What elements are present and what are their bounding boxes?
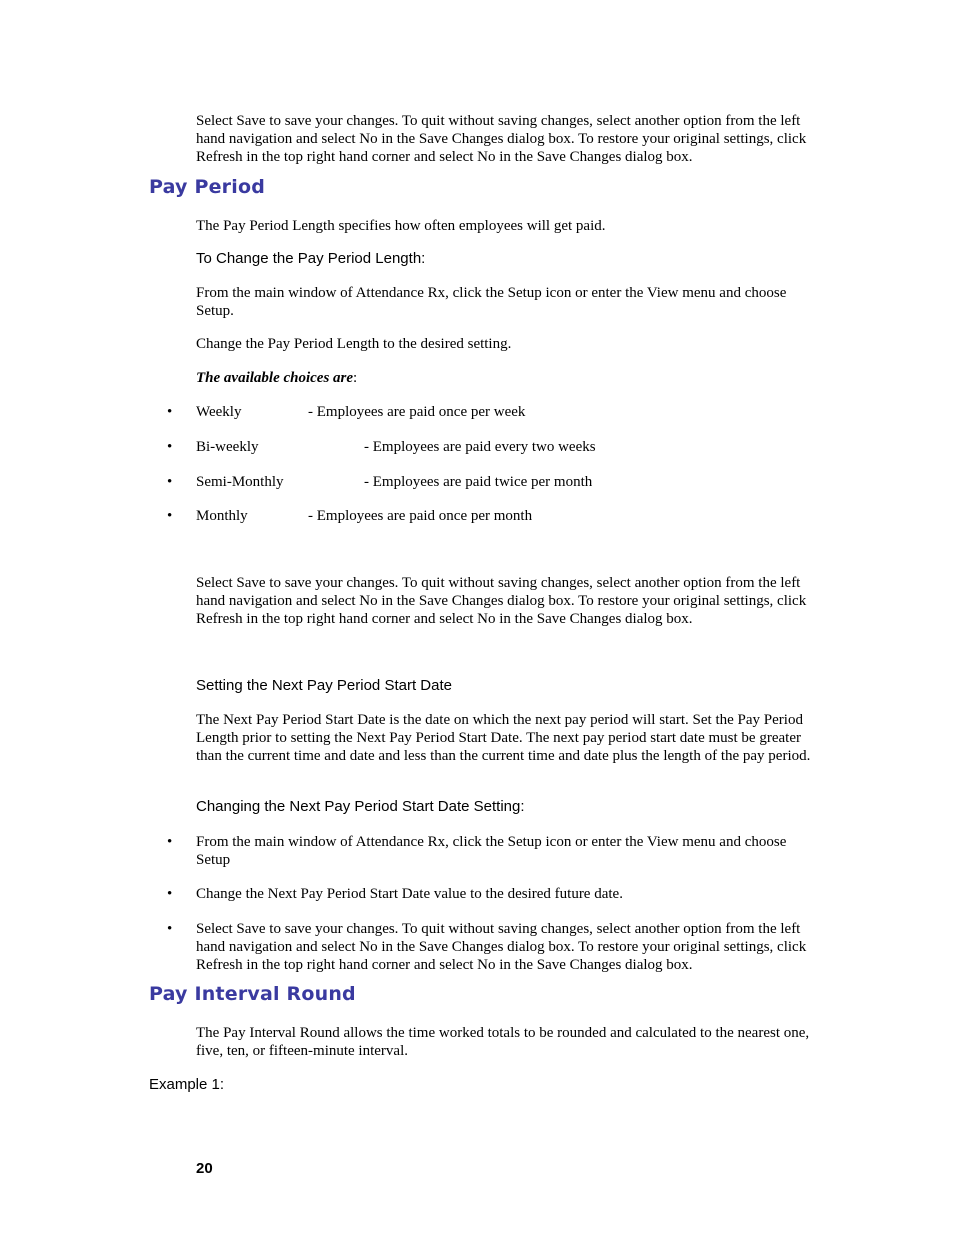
choice-name-bi-weekly: Bi-weekly bbox=[196, 439, 259, 455]
choices-label bbox=[196, 369, 821, 387]
pay-period-heading: Pay Period bbox=[149, 176, 265, 198]
bullet-icon: • bbox=[167, 439, 173, 455]
choice-name-monthly: Monthly bbox=[196, 508, 248, 524]
start-date-step-1: From the main window of Attendance Rx, click the Setup icon or enter the View menu and choose Setup bbox=[196, 834, 787, 868]
choice-name-weekly: Weekly bbox=[196, 404, 242, 420]
bullet-icon: • bbox=[167, 921, 173, 937]
changing-start-date-heading: Changing the Next Pay Period Start Date Setting: bbox=[196, 798, 525, 815]
bullet-icon: • bbox=[167, 508, 173, 524]
pay-period-description: The Pay Period Length specifies how often employees will get paid. bbox=[196, 218, 606, 234]
pay-period-save-paragraph: Select Save to save your changes. To quit without saving changes, select another option from the left hand navigation and select No in the Save Changes dialog box. To restore your original settings, click Refresh in the top right hand corner and select No in the Save Changes dialog box. bbox=[196, 575, 807, 627]
choice-desc-semi-monthly: - Employees are paid twice per month bbox=[364, 474, 593, 490]
bullet-icon: • bbox=[167, 834, 173, 850]
next-start-date-description: The Next Pay Period Start Date is the date on which the next pay period will start. Set the Pay Period Length prior to setting the Next Pay Period Start Date. The next pay period start date must be greater than the current time and date and less than the current time and date plus the length of the pay period. bbox=[196, 712, 811, 764]
choice-desc-monthly: - Employees are paid once per month bbox=[308, 508, 533, 524]
choices-label-colon: : bbox=[353, 370, 358, 386]
example-label: Example 1: bbox=[149, 1076, 225, 1093]
bullet-icon: • bbox=[167, 886, 173, 902]
next-start-date-subheading: Setting the Next Pay Period Start Date bbox=[196, 677, 452, 694]
choice-desc-weekly: - Employees are paid once per week bbox=[308, 404, 526, 420]
choice-name-semi-monthly: Semi-Monthly bbox=[196, 474, 284, 490]
choices-label-text: The available choices are bbox=[196, 370, 354, 386]
page-number: 20 bbox=[196, 1160, 213, 1177]
pay-interval-round-description: The Pay Interval Round allows the time worked totals to be rounded and calculated to the nearest one, five, ten, or fifteen-minute interval. bbox=[196, 1025, 810, 1059]
change-pay-period-subheading: To Change the Pay Period Length: bbox=[196, 250, 426, 267]
start-date-step-3: Select Save to save your changes. To quit without saving changes, select another option from the left hand navigation and select No in the Save Changes dialog box. To restore your original settings, click Refresh in the top right hand corner and select No in the Save Changes dialog box. bbox=[196, 921, 807, 973]
bullet-icon: • bbox=[167, 404, 173, 420]
start-date-step-2: Change the Next Pay Period Start Date value to the desired future date. bbox=[196, 886, 623, 902]
bullet-icon: • bbox=[167, 474, 173, 490]
pay-period-step-2: Change the Pay Period Length to the desired setting. bbox=[196, 336, 512, 352]
intro-save-paragraph: Select Save to save your changes. To quit without saving changes, select another option from the left hand navigation and select No in the Save Changes dialog box. To restore your original settings, click Refresh in the top right hand corner and select No in the Save Changes dialog box. bbox=[196, 113, 807, 165]
pay-interval-round-heading: Pay Interval Round bbox=[149, 983, 356, 1005]
pay-period-step-1: From the main window of Attendance Rx, click the Setup icon or enter the View menu and choose Setup. bbox=[196, 285, 787, 319]
choice-desc-bi-weekly: - Employees are paid every two weeks bbox=[364, 439, 596, 455]
